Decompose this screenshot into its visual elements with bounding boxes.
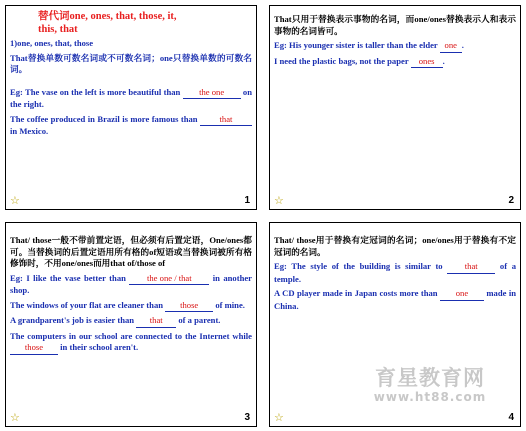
example-text: in their school aren't. [58,342,139,352]
example-text: A CD player made in Japan costs more than [274,288,440,298]
example-sentence [10,114,252,138]
example-sentence [274,288,516,312]
example-sentence [10,331,252,355]
example-text: in Mexico. [10,126,49,136]
answer-blank: that [447,261,495,274]
star-icon: ☆ [274,194,284,207]
example-text: . [442,55,445,66]
example-text: of a temple. [274,261,516,284]
rule-text: That替换单数可数名词或不可数名词；one只替换单数的可数名词。 [10,52,252,74]
slide-content [10,235,252,358]
example-text: Eg: His younger sister is taller than the elder [274,40,440,50]
page-number: 2 [508,195,514,206]
slide-4 [269,222,521,427]
example-text: made in China. [274,288,516,311]
watermark-logo-text: 育星教育网 [375,366,485,390]
example-sentence [10,300,252,313]
watermark-url: www.ht88.com [373,390,487,404]
answer-blank: that [200,114,252,127]
rule-text: That/ those一般不带前置定语，但必须有后置定语，One/ones都可。当替换词的后置定语用所有格的of短语或当替换词被所有格修饰时，不用one/ones而用that of/those of [10,235,252,268]
slide-title [38,10,252,36]
answer-blank: one [440,288,484,301]
slide-2 [269,5,521,210]
answer-blank: ones [411,56,443,69]
example-text: A grandparent's job is easier than [10,315,137,325]
example-sentence [274,40,516,53]
example-text: Eg: The vase on the left is more beautiful than [10,86,183,97]
star-icon: ☆ [274,411,284,424]
star-icon: ☆ [10,411,20,424]
title-line-2: this, that [38,24,78,35]
slide-content [274,235,516,315]
title-line-1: 替代词one, ones, that, those, it, [38,11,177,22]
answer-blank: the one [183,87,241,100]
slide-content [10,10,252,141]
example-text: . [461,40,464,50]
answer-blank: those [10,342,58,355]
example-text: on the right. [10,86,252,109]
example-text: The computers in our school are connected to the Internet while [10,330,252,341]
example-text: Eg: The style of the building is similar to [274,261,448,271]
example-text: of a parent. [176,315,221,325]
answer-blank: one [440,40,462,53]
example-sentence [274,261,516,285]
answer-blank: that [136,315,176,328]
example-text: of mine. [213,299,245,310]
example-text: The windows of your flat are cleaner than [10,299,166,310]
rule-text: That/ those用于替换有定冠词的名词；one/ones用于替换有不定冠词的名词。 [274,235,516,257]
heading-line: 1)one, ones, that, those [10,38,94,48]
example-text: The coffee produced in Brazil is more famous than [10,113,200,124]
slide-3 [5,222,257,427]
page-number: 3 [244,412,250,423]
answer-blank: those [165,300,213,313]
page-number: 1 [244,195,250,206]
page-number: 4 [508,412,514,423]
answer-blank: the one / that [129,273,209,286]
star-icon: ☆ [10,194,20,207]
example-sentence [274,56,516,69]
example-text: in another shop. [10,272,252,295]
slide-content [274,14,516,71]
example-sentence [10,273,252,297]
example-text: Eg: I like the vase better than [10,272,130,283]
example-sentence [10,87,252,111]
rule-text: That只用于替换表示事物的名词，而one/ones替换表示人和表示事物的名词皆可。 [274,14,516,36]
example-sentence [10,315,252,328]
slide-1 [5,5,257,210]
example-text: I need the plastic bags, not the paper [274,55,411,66]
